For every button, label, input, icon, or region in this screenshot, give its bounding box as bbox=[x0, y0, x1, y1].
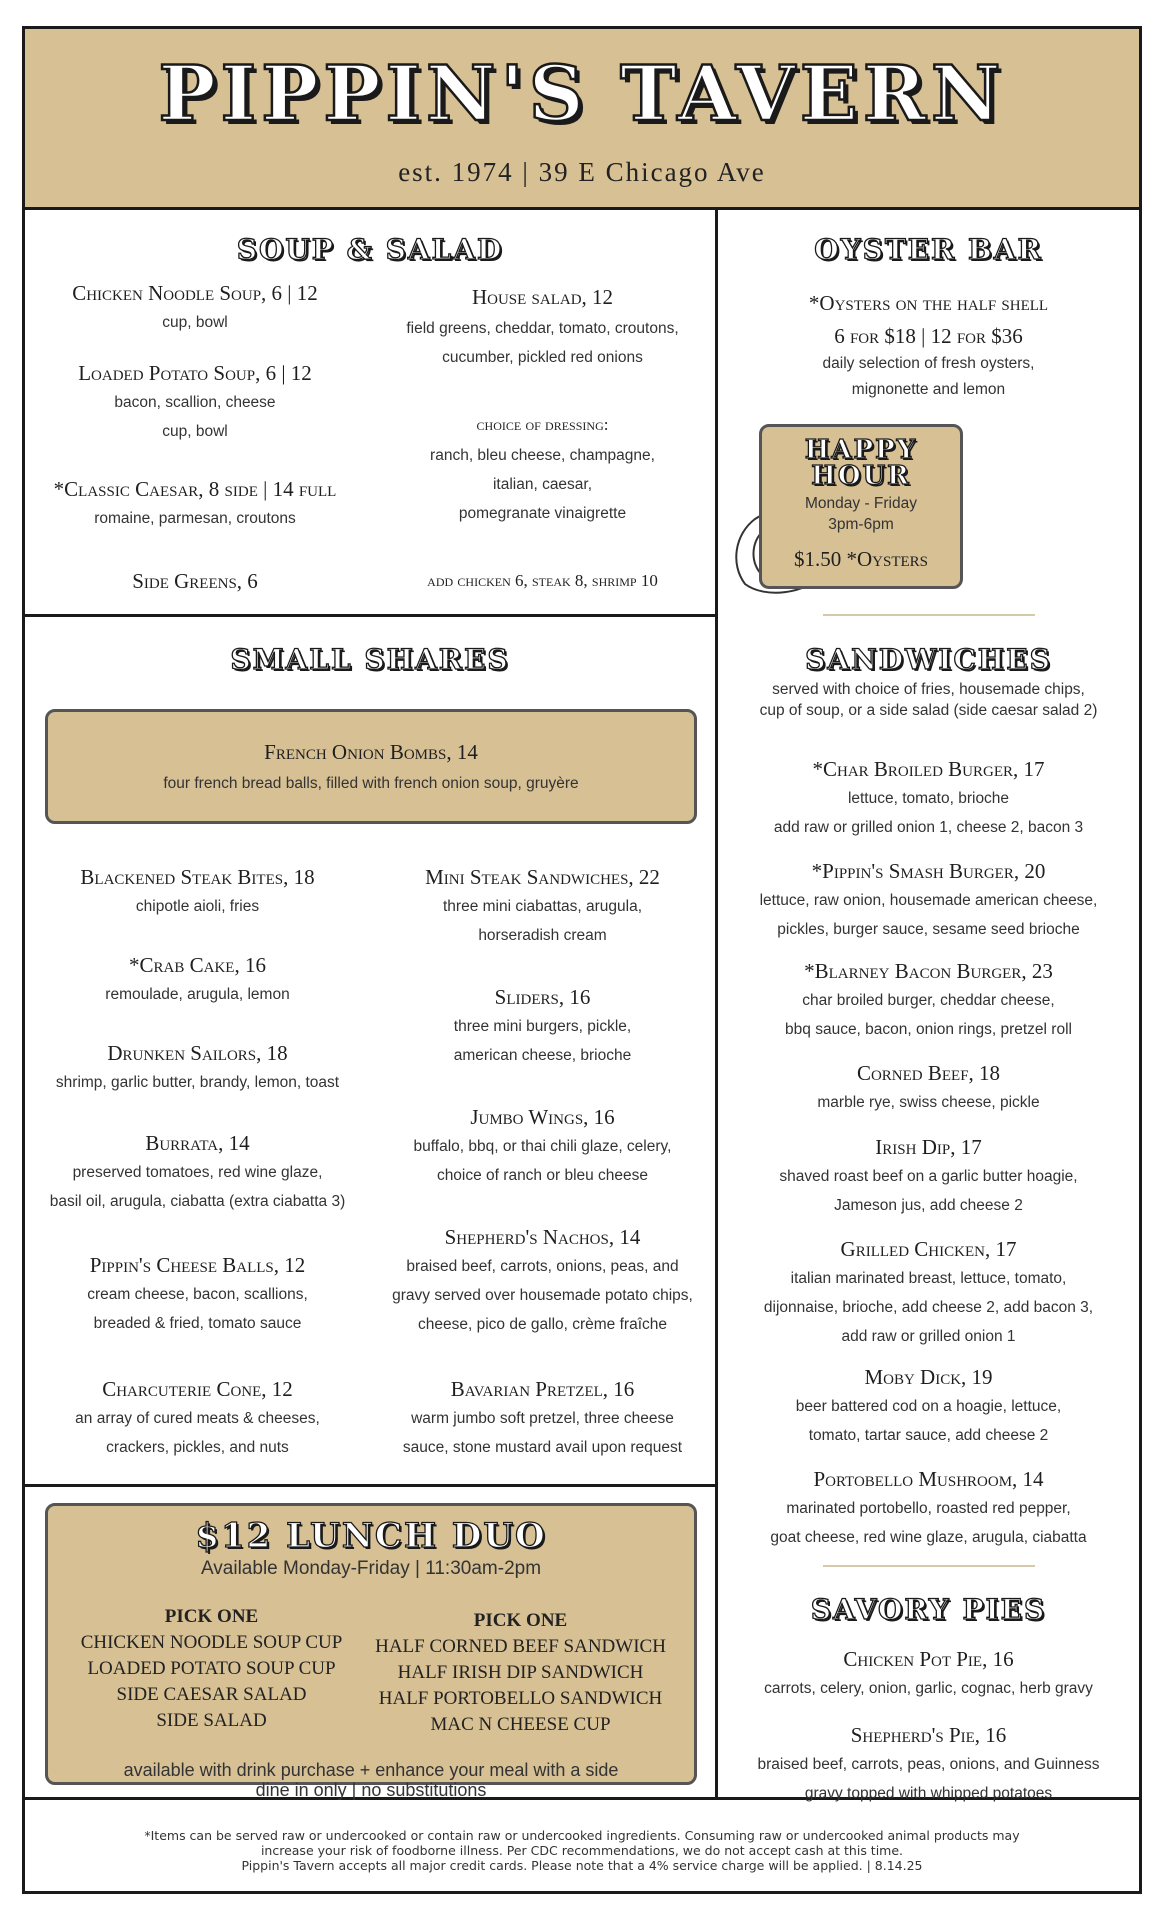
happy-hour-days: Monday - Friday bbox=[805, 495, 917, 512]
lunch-duo-box bbox=[45, 1503, 697, 1800]
item-name: Drunken Sailors, 18 bbox=[107, 1041, 288, 1065]
item-desc: bacon, scallion, cheese bbox=[114, 394, 276, 411]
restaurant-name: PIPPIN'S TAVERN bbox=[158, 49, 1006, 138]
duo-option: MAC N CHEESE CUP bbox=[430, 1714, 611, 1735]
item-name: Shepherd's Pie, 16 bbox=[850, 1723, 1007, 1747]
menu-item bbox=[718, 1135, 1139, 1220]
item-desc: gravy served over housemade potato chips, bbox=[392, 1287, 693, 1304]
menu-header bbox=[25, 29, 1139, 210]
oyster-item bbox=[718, 291, 1139, 403]
item-name: Moby Dick, 19 bbox=[864, 1365, 993, 1389]
item-name: Burrata, 14 bbox=[145, 1131, 250, 1155]
item-desc: field greens, cheddar, tomato, croutons, bbox=[406, 320, 679, 337]
dressing-option: pomegranate vinaigrette bbox=[458, 505, 627, 522]
salad-addons bbox=[370, 571, 715, 591]
item-name: Shepherd's Nachos, 14 bbox=[444, 1225, 641, 1249]
menu-item bbox=[25, 361, 365, 446]
item-name: Portobello Mushroom, 14 bbox=[813, 1467, 1044, 1491]
duo-option: LOADED POTATO SOUP CUP bbox=[87, 1658, 336, 1679]
menu-footer bbox=[25, 1828, 1139, 1873]
small-shares-heading: SMALL SHARES bbox=[230, 643, 510, 676]
menu-item bbox=[718, 859, 1139, 944]
item-desc: remoulade, arugula, lemon bbox=[105, 986, 290, 1003]
lunch-duo-title: $12 LUNCH DUO bbox=[195, 1516, 547, 1556]
menu-item bbox=[25, 865, 370, 921]
menu-item bbox=[718, 1061, 1139, 1117]
item-name: Sliders, 16 bbox=[494, 985, 591, 1009]
item-name: Jumbo Wings, 16 bbox=[470, 1105, 615, 1129]
menu-item bbox=[25, 1377, 370, 1462]
sandwiches-intro bbox=[718, 679, 1139, 721]
savory-pies-heading: SAVORY PIES bbox=[810, 1593, 1047, 1626]
intro-text: served with choice of fries, housemade chips, bbox=[772, 681, 1085, 698]
item-desc: breaded & fried, tomato sauce bbox=[93, 1315, 302, 1332]
item-name: Chicken Noodle Soup, 6 | 12 bbox=[72, 281, 318, 305]
menu-item bbox=[718, 1723, 1139, 1808]
item-desc: cup, bowl bbox=[162, 423, 228, 440]
item-desc: lettuce, tomato, brioche bbox=[847, 790, 1010, 807]
item-desc: gravy topped with whipped potatoes bbox=[804, 1785, 1053, 1802]
item-desc: marble rye, swiss cheese, pickle bbox=[817, 1094, 1040, 1111]
intro-text: cup of soup, or a side salad (side caesar salad 2) bbox=[759, 702, 1098, 719]
item-desc: dijonnaise, brioche, add cheese 2, add bacon 3, bbox=[763, 1299, 1094, 1316]
menu-frame bbox=[22, 26, 1142, 1894]
item-desc: preserved tomatoes, red wine glaze, bbox=[72, 1164, 323, 1181]
item-name: Blackened Steak Bites, 18 bbox=[80, 865, 315, 889]
lunch-duo-column-1 bbox=[62, 1604, 361, 1738]
item-desc: italian marinated breast, lettuce, tomato, bbox=[790, 1270, 1067, 1287]
menu-item bbox=[25, 281, 365, 337]
menu-item bbox=[370, 985, 715, 1070]
item-name: Charcuterie Cone, 12 bbox=[102, 1377, 293, 1401]
lunch-duo-subtitle: Available Monday-Friday | 11:30am-2pm bbox=[200, 1558, 542, 1579]
dressing-option: italian, caesar, bbox=[492, 476, 593, 493]
pick-one-label: PICK ONE bbox=[473, 1610, 568, 1631]
menu-item bbox=[718, 1365, 1139, 1450]
item-desc: marinated portobello, roasted red pepper, bbox=[786, 1500, 1071, 1517]
item-desc: warm jumbo soft pretzel, three cheese bbox=[411, 1410, 674, 1427]
menu-item bbox=[718, 1467, 1139, 1552]
dressing-label: choice of dressing: bbox=[476, 415, 609, 434]
item-name: Side Greens, 6 bbox=[132, 569, 258, 593]
happy-hour-title: HAPPY HOUR bbox=[804, 435, 918, 491]
item-name: Pippin's Cheese Balls, 12 bbox=[89, 1253, 306, 1277]
item-desc: american cheese, brioche bbox=[453, 1047, 632, 1064]
item-desc: cup, bowl bbox=[162, 314, 228, 331]
item-desc: add raw or grilled onion 1 bbox=[841, 1328, 1016, 1345]
item-desc: choice of ranch or bleu cheese bbox=[436, 1167, 649, 1184]
item-desc: crackers, pickles, and nuts bbox=[106, 1439, 289, 1456]
item-desc: buffalo, bbq, or thai chili glaze, celery, bbox=[413, 1138, 672, 1155]
item-desc: cheese, pico de gallo, crème fraîche bbox=[418, 1316, 667, 1333]
decorative-divider bbox=[823, 614, 1035, 616]
menu-item bbox=[25, 1253, 370, 1338]
item-desc: three mini burgers, pickle, bbox=[453, 1018, 632, 1035]
item-desc: basil oil, arugula, ciabatta (extra ciabatta 3) bbox=[49, 1193, 346, 1210]
duo-option: SIDE SALAD bbox=[156, 1710, 267, 1731]
menu-item bbox=[718, 757, 1139, 842]
lunch-duo-note: dine in only | no substitutions bbox=[255, 1780, 487, 1800]
item-desc: daily selection of fresh oysters, bbox=[822, 355, 1035, 372]
lunch-duo-note: available with drink purchase + enhance your meal with a side bbox=[123, 1760, 619, 1780]
item-desc: cream cheese, bacon, scallions, bbox=[87, 1286, 308, 1303]
menu-item bbox=[25, 1041, 370, 1097]
duo-option: HALF CORNED BEEF SANDWICH bbox=[375, 1636, 666, 1657]
item-desc: shaved roast beef on a garlic butter hoagie, bbox=[779, 1168, 1078, 1185]
lunch-duo-column-2 bbox=[361, 1608, 680, 1738]
item-desc: tomato, tartar sauce, add cheese 2 bbox=[808, 1427, 1049, 1444]
item-desc: braised beef, carrots, onions, peas, and bbox=[406, 1258, 679, 1275]
menu-item bbox=[370, 1377, 715, 1462]
item-name: Bavarian Pretzel, 16 bbox=[450, 1377, 635, 1401]
item-desc: four french bread balls, filled with french onion soup, gruyère bbox=[163, 775, 579, 792]
item-desc: pickles, burger sauce, sesame seed brioche bbox=[777, 921, 1080, 938]
item-desc: beer battered cod on a hoagie, lettuce, bbox=[795, 1398, 1062, 1415]
item-name: *Pippin's Smash Burger, 20 bbox=[811, 859, 1046, 883]
item-name: French Onion Bombs, 14 bbox=[264, 740, 478, 764]
item-name: *Char Broiled Burger, 17 bbox=[812, 757, 1045, 781]
duo-option: CHICKEN NOODLE SOUP CUP bbox=[80, 1632, 343, 1653]
duo-option: SIDE CAESAR SALAD bbox=[116, 1684, 307, 1705]
footer-line: increase your risk of foodborne illness. Per CDC recommendations, we do not accept cash at this time. bbox=[260, 1843, 904, 1858]
menu-item bbox=[718, 1237, 1139, 1351]
dressing-options bbox=[370, 415, 715, 528]
item-desc: braised beef, carrots, peas, onions, and Guinness bbox=[757, 1756, 1100, 1773]
item-name: Chicken Pot Pie, 16 bbox=[843, 1647, 1014, 1671]
item-name: House salad, 12 bbox=[471, 285, 614, 309]
item-desc: goat cheese, red wine glaze, arugula, ciabatta bbox=[770, 1529, 1087, 1546]
item-desc: lettuce, raw onion, housemade american cheese, bbox=[759, 892, 1098, 909]
item-name: Corned Beef, 18 bbox=[856, 1061, 1001, 1085]
item-name: *Oysters on the half shell bbox=[808, 291, 1049, 315]
item-desc: an array of cured meats & cheeses, bbox=[75, 1410, 320, 1427]
item-desc: cucumber, pickled red onions bbox=[442, 349, 643, 366]
menu-item bbox=[718, 959, 1139, 1044]
happy-hour-time: 3pm-6pm bbox=[828, 516, 894, 533]
sandwiches-heading: SANDWICHES bbox=[805, 643, 1052, 676]
item-desc: add raw or grilled onion 1, cheese 2, bacon 3 bbox=[773, 819, 1084, 836]
item-name: Grilled Chicken, 17 bbox=[840, 1237, 1017, 1261]
footer-line: Pippin's Tavern accepts all major credit cards. Please note that a 4% service charge will be applied. | 8.14.25 bbox=[241, 1858, 923, 1873]
happy-hour-deal: $1.50 *Oysters bbox=[793, 547, 928, 571]
item-name: Loaded Potato Soup, 6 | 12 bbox=[78, 361, 312, 385]
item-name: *Crab Cake, 16 bbox=[129, 953, 266, 977]
item-desc: Jameson jus, add cheese 2 bbox=[834, 1197, 1023, 1214]
pick-one-label: PICK ONE bbox=[164, 1606, 259, 1627]
menu-item bbox=[370, 865, 715, 950]
duo-option: HALF PORTOBELLO SANDWICH bbox=[378, 1688, 663, 1709]
menu-item bbox=[718, 1647, 1139, 1703]
menu-item bbox=[370, 285, 715, 372]
menu-item bbox=[370, 1225, 715, 1339]
item-desc: horseradish cream bbox=[478, 927, 607, 944]
item-name: Irish Dip, 17 bbox=[875, 1135, 982, 1159]
item-desc: char broiled burger, cheddar cheese, bbox=[802, 992, 1055, 1009]
item-desc: romaine, parmesan, croutons bbox=[94, 510, 296, 527]
oyster-bar-heading: OYSTER BAR bbox=[814, 233, 1043, 266]
restaurant-address: est. 1974 | 39 E Chicago Ave bbox=[398, 157, 766, 187]
section-divider bbox=[25, 1484, 715, 1487]
menu-item bbox=[25, 569, 365, 594]
menu-item bbox=[370, 1105, 715, 1190]
duo-option: HALF IRISH DIP SANDWICH bbox=[397, 1662, 644, 1683]
item-name: Mini Steak Sandwiches, 22 bbox=[425, 865, 660, 889]
item-price: 6 for $18 | 12 for $36 bbox=[834, 324, 1023, 348]
item-desc: three mini ciabattas, arugula, bbox=[442, 898, 643, 915]
item-desc: bbq sauce, bacon, onion rings, pretzel roll bbox=[785, 1021, 1072, 1038]
menu-item bbox=[25, 1131, 370, 1216]
item-desc: mignonette and lemon bbox=[851, 381, 1006, 398]
item-desc: carrots, celery, onion, garlic, cognac, herb gravy bbox=[764, 1680, 1093, 1697]
item-desc: chipotle aioli, fries bbox=[135, 898, 260, 915]
item-desc: sauce, stone mustard avail upon request bbox=[402, 1439, 683, 1456]
footer-line: *Items can be served raw or undercooked or contain raw or undercooked ingredients. Consuming raw or undercooked animal products may bbox=[144, 1828, 1020, 1843]
soup-salad-heading: SOUP & SALAD bbox=[236, 233, 504, 266]
menu-item bbox=[25, 477, 365, 533]
menu-item bbox=[25, 953, 370, 1009]
item-desc: shrimp, garlic butter, brandy, lemon, toast bbox=[55, 1074, 340, 1091]
featured-item-box bbox=[45, 709, 697, 824]
happy-hour-box bbox=[759, 424, 963, 589]
addons-text: add chicken 6, steak 8, shrimp 10 bbox=[427, 571, 658, 590]
section-divider bbox=[25, 614, 715, 617]
item-name: *Blarney Bacon Burger, 23 bbox=[804, 959, 1053, 983]
dressing-option: ranch, bleu cheese, champagne, bbox=[430, 447, 655, 464]
decorative-divider bbox=[823, 1565, 1035, 1567]
item-name: *Classic Caesar, 8 side | 14 full bbox=[53, 477, 337, 501]
